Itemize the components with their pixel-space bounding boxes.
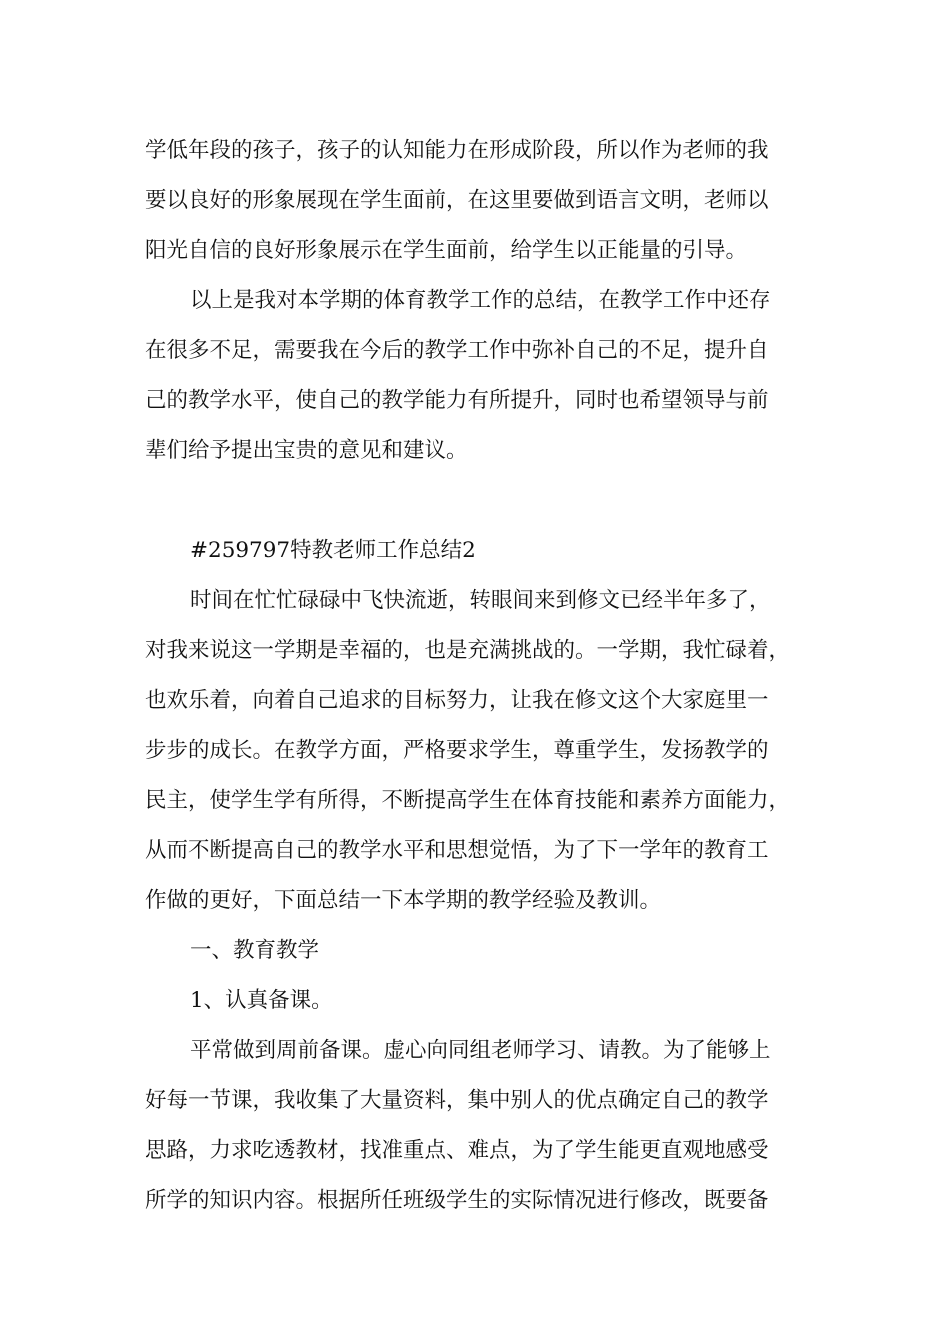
paragraph-line: 从而不断提高自己的教学水平和思想觉悟，为了下一学年的教育工 [145, 838, 769, 863]
subsection-heading: 1、认真备课。 [190, 988, 333, 1013]
paragraph-line: 也欢乐着，向着自己追求的目标努力，让我在修文这个大家庭里一 [145, 688, 769, 713]
paragraph-line: 以上是我对本学期的体育教学工作的总结，在教学工作中还存 [190, 288, 771, 313]
subsection-heading: 一、教育教学 [190, 938, 320, 963]
paragraph-line: 平常做到周前备课。虚心向同组老师学习、请教。为了能够上 [190, 1038, 771, 1063]
paragraph-line: 阳光自信的良好形象展示在学生面前，给学生以正能量的引导。 [145, 238, 748, 263]
paragraph-line: 学低年段的孩子，孩子的认知能力在形成阶段，所以作为老师的我 [145, 138, 769, 163]
paragraph-line: 所学的知识内容。根据所任班级学生的实际情况进行修改，既要备 [145, 1188, 769, 1213]
paragraph-line: 作做的更好，下面总结一下本学期的教学经验及教训。 [145, 888, 662, 913]
paragraph-line: 好每一节课，我收集了大量资料，集中别人的优点确定自己的教学 [145, 1088, 769, 1113]
paragraph-line: 对我来说这一学期是幸福的，也是充满挑战的。一学期，我忙碌着， [145, 638, 791, 663]
paragraph-line: 步步的成长。在教学方面，严格要求学生，尊重学生，发扬教学的 [145, 738, 769, 763]
paragraph-line: 民主，使学生学有所得，不断提高学生在体育技能和素养方面能力， [145, 788, 791, 813]
paragraph-line: 时间在忙忙碌碌中飞快流逝，转眼间来到修文已经半年多了， [190, 588, 771, 613]
paragraph-line: 辈们给予提出宝贵的意见和建议。 [145, 438, 468, 463]
paragraph-line: 要以良好的形象展现在学生面前，在这里要做到语言文明，老师以 [145, 188, 769, 213]
section-heading: #259797特教老师工作总结2 [190, 538, 476, 563]
paragraph-line: 在很多不足，需要我在今后的教学工作中弥补自己的不足，提升自 [145, 338, 769, 363]
paragraph-line: 己的教学水平，使自己的教学能力有所提升，同时也希望领导与前 [145, 388, 769, 413]
paragraph-line: 思路，力求吃透教材，找准重点、难点，为了学生能更直观地感受 [145, 1138, 769, 1163]
